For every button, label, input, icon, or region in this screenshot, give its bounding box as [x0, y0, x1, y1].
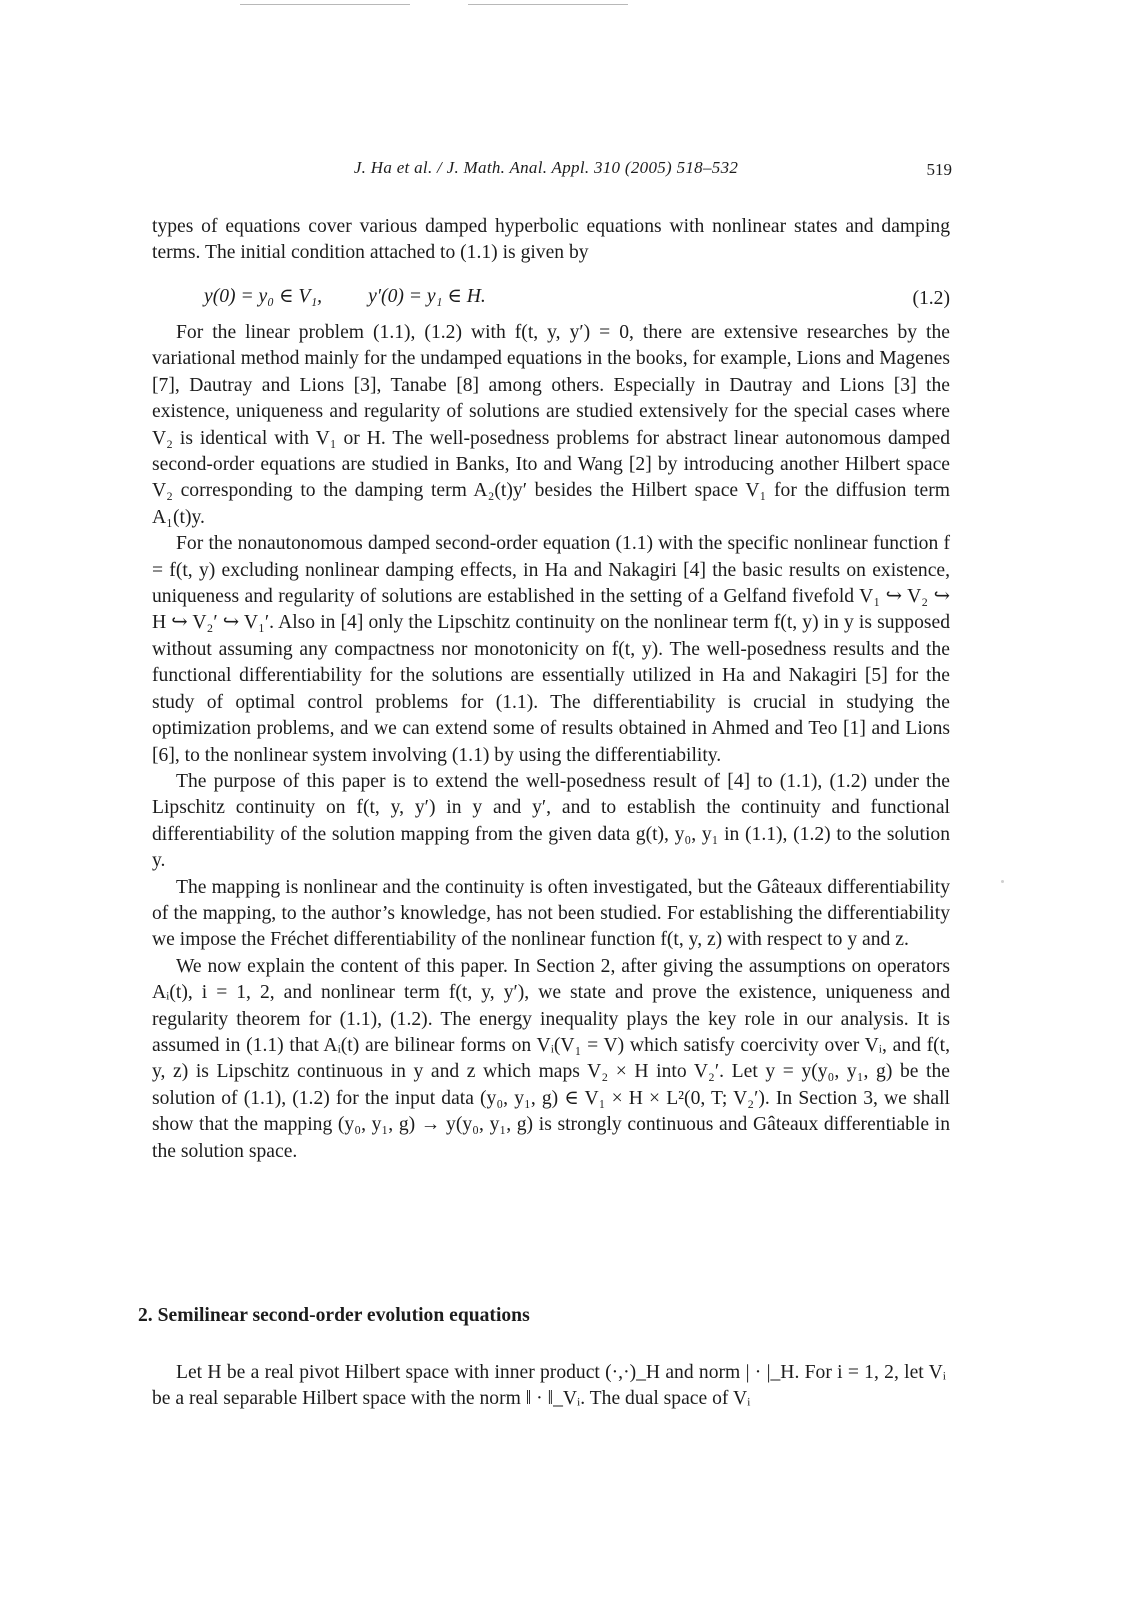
page-header — [140, 158, 952, 184]
paragraph-linear-problem: For the linear problem (1.1), (1.2) with f(t, y, y′) = 0, there are extensive researches by the variational method mainly for the undamped equations in the books, for example, Lions and Magenes [7], Dautray and Lions [3], Tanabe [8] among others. Especially in Dautray and Lions [3] the existence, uniqueness and regularity of solutions are studied extensively for the special cases where V₂ is identical with V₁ or H. The well-posedness problems for abstract linear autonomous damped second-order equations are studied in Banks, Ito and Wang [2] by introducing another Hilbert space V₂ corresponding to the damping term A₂(t)y′ besides the Hilbert space V₁ for the diffusion term A₁(t)y. — [152, 322, 950, 528]
equation-body — [204, 284, 486, 308]
paragraph-purpose: The purpose of this paper is to extend the well-posedness result of [4] to (1.1), (1.2) under the Lipschitz continuity on f(t, y, y′) in y and y′, and to establish the continuity and functional differentiability of the solution mapping from the given data g(t), y₀, y₁ in (1.1), (1.2) to the solution y. — [152, 770, 950, 872]
scan-speck — [1001, 880, 1004, 883]
section-heading: 2. Semilinear second-order evolution equations — [138, 1305, 530, 1326]
paragraph-section-2: Let H be a real pivot Hilbert space with inner product (·,·)_H and norm | · |_H. For i = 1, 2, let Vᵢ be a real separable Hilbert space with the norm ‖ · ‖_Vᵢ. The dual space of Vᵢ — [152, 1362, 946, 1410]
equation-1-2 — [152, 284, 950, 314]
paragraph-nonautonomous: For the nonautonomous damped second-order equation (1.1) with the specific nonlinear function f = f(t, y) excluding nonlinear damping effects, in Ha and Nakagiri [4] the basic results on existence, uniqueness and regularity of solutions are established in the setting of a Gelfand fivefold V₁ ↪ V₂ ↪ H ↪ V₂′ ↪ V₁′. Also in [4] only the Lipschitz continuity on the nonlinear term f(t, y) in y is supposed without assuming any compactness nor monotonicity on f(t, y). The well-posedness results and the functional differentiability for the solutions are essentially utilized in Ha and Nakagiri [5] for the study of optimal control problems for (1.1). The differentiability is crucial in studying the optimization problems, and we can extend some of results obtained in Ahmed and Teo [1] and Lions [6], to the nonlinear system involving (1.1) by using the differentiability. — [152, 533, 950, 766]
equation-part-2: y′(0) = y₁ ∈ H. — [368, 286, 486, 307]
paragraph-continuation: types of equations cover various damped hyperbolic equations with nonlinear states and damping terms. The initial condition attached to (1.1) is given by — [152, 216, 950, 264]
running-head: J. Ha et al. / J. Math. Anal. Appl. 310 (2005) 518–532 — [353, 158, 739, 177]
scan-artifact-line-left — [240, 4, 410, 5]
scan-artifact-line-right — [468, 4, 628, 5]
paragraph-mapping: The mapping is nonlinear and the continuity is often investigated, but the Gâteaux differentiability of the mapping, to the author’s knowledge, has not been studied. For establishing the differentiability we impose the Fréchet differentiability of the nonlinear function f(t, y, z) with respect to y and z. — [152, 876, 950, 951]
equation-number: (1.2) — [912, 288, 950, 309]
equation-part-1: y(0) = y₀ ∈ V₁, — [204, 286, 323, 307]
page-number: 519 — [926, 160, 952, 179]
main-text — [152, 320, 950, 1165]
intro-text — [152, 214, 950, 267]
section-text — [152, 1360, 946, 1413]
paragraph-contents: We now explain the content of this paper. In Section 2, after giving the assumptions on operators Aᵢ(t), i = 1, 2, and nonlinear term f(t, y, y′), we state and prove the existence, uniqueness and regularity theorem for (1.1), (1.2). The energy inequality plays the key role in our analysis. It is assumed in (1.1) that Aᵢ(t) are bilinear forms on Vᵢ(V₁ = V) which satisfy coercivity over Vᵢ, and f(t, y, z) is Lipschitz continuous in y and z which maps V₂ × H into V₂′. Let y = y(y₀, y₁, g) be the solution of (1.1), (1.2) for the input data (y₀, y₁, g) ∈ V₁ × H × L²(0, T; V₂′). In Section 3, we shall show that the mapping (y₀, y₁, g) → y(y₀, y₁, g) is strongly continuous and Gâteaux differentiable in the solution space. — [152, 955, 950, 1162]
